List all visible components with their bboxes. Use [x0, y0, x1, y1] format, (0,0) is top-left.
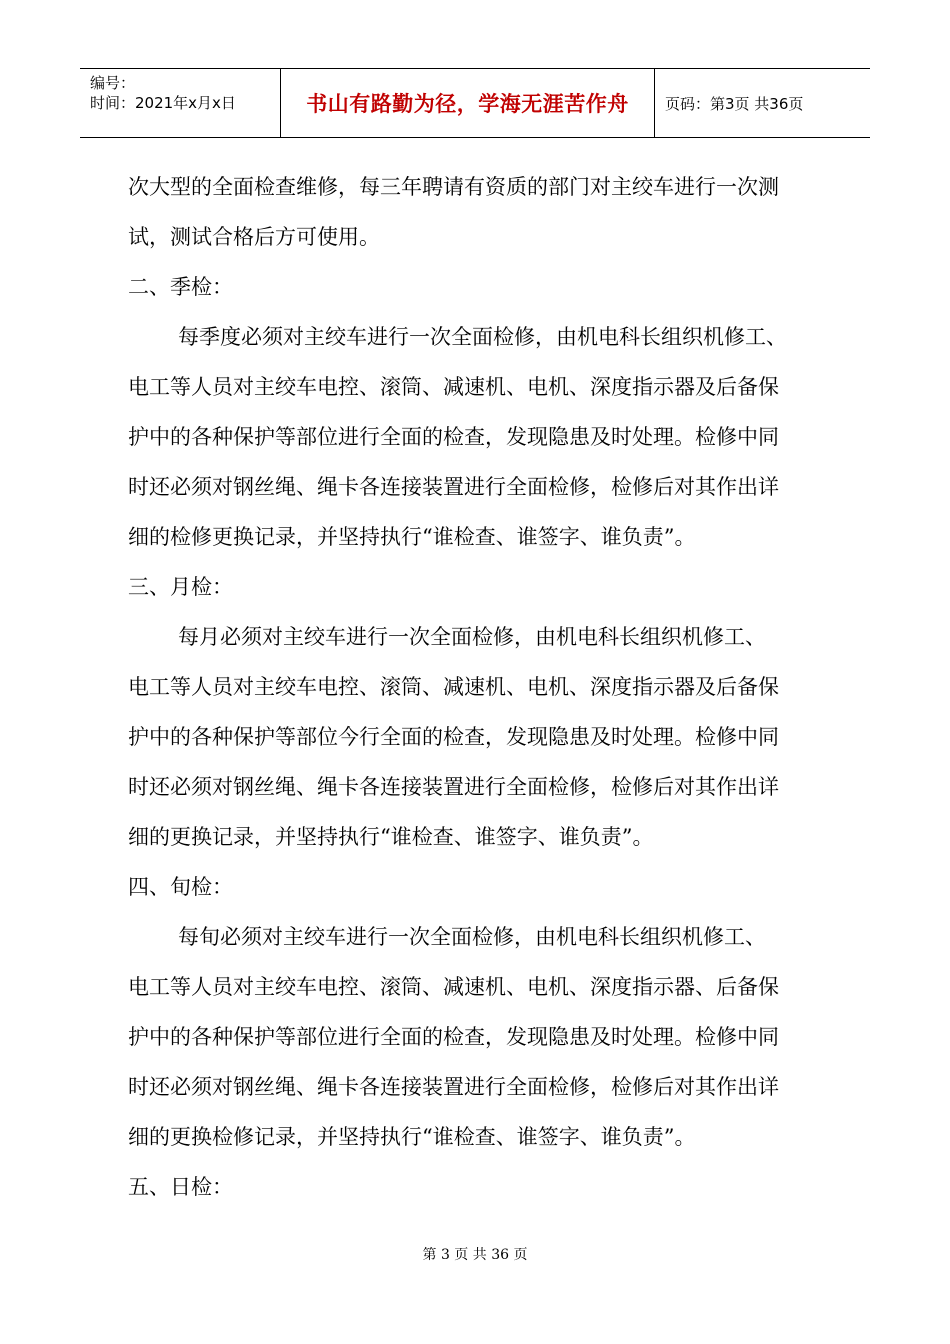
text-line: 每月必须对主绞车进行一次全面检修，由机电科长组织机修工、: [178, 625, 766, 649]
text-line: 每旬必须对主绞车进行一次全面检修，由机电科长组织机修工、: [178, 925, 766, 949]
text-line: 三、月检：: [128, 575, 233, 599]
text-line: 电工等人员对主绞车电控、滚筒、减速机、电机、深度指示器及后备保: [128, 675, 779, 699]
text-line: 细的更换记录，并坚持执行“谁检查、谁签字、谁负责”。: [128, 825, 654, 849]
text-line: 试，测试合格后方可使用。: [128, 225, 380, 249]
text-line: 每季度必须对主绞车进行一次全面检修，由机电科长组织机修工、: [178, 325, 787, 349]
text-line: 细的更换检修记录，并坚持执行“谁检查、谁签字、谁负责”。: [128, 1125, 696, 1149]
text-line: 五、日检：: [128, 1175, 233, 1199]
header-page-info: 页码：第3页 共36页: [665, 94, 804, 113]
text-line: 二、季检：: [128, 275, 233, 299]
text-line: 电工等人员对主绞车电控、滚筒、减速机、电机、深度指示器及后备保: [128, 375, 779, 399]
text-line: 时还必须对钢丝绳、绳卡各连接装置进行全面检修，检修后对其作出详: [128, 775, 779, 799]
page-header: [80, 68, 870, 138]
header-meta: [80, 69, 281, 137]
header-motto: 书山有路勤为径，学海无涯苦作舟: [281, 69, 655, 137]
text-line: 护中的各种保护等部位进行全面的检查，发现隐患及时处理。检修中同: [128, 1025, 779, 1049]
text-line: 护中的各种保护等部位今行全面的检查，发现隐患及时处理。检修中同: [128, 725, 779, 749]
text-line: 时还必须对钢丝绳、绳卡各连接装置进行全面检修，检修后对其作出详: [128, 1075, 779, 1099]
text-line: 时还必须对钢丝绳、绳卡各连接装置进行全面检修，检修后对其作出详: [128, 475, 779, 499]
text-line: 次大型的全面检查维修，每三年聘请有资质的部门对主绞车进行一次测: [128, 175, 779, 199]
text-line: 护中的各种保护等部位进行全面的检查，发现隐患及时处理。检修中同: [128, 425, 779, 449]
text-line: 四、旬检：: [128, 875, 233, 899]
text-line: 细的检修更换记录，并坚持执行“谁检查、谁签字、谁负责”。: [128, 525, 696, 549]
page-footer: 第 3 页 共 36 页: [422, 1247, 528, 1263]
time-label: 时间：2021年x月x日: [90, 94, 236, 112]
text-line: 电工等人员对主绞车电控、滚筒、减速机、电机、深度指示器、后备保: [128, 975, 779, 999]
number-label: 编号：: [90, 74, 136, 92]
document-body: [128, 162, 828, 1212]
